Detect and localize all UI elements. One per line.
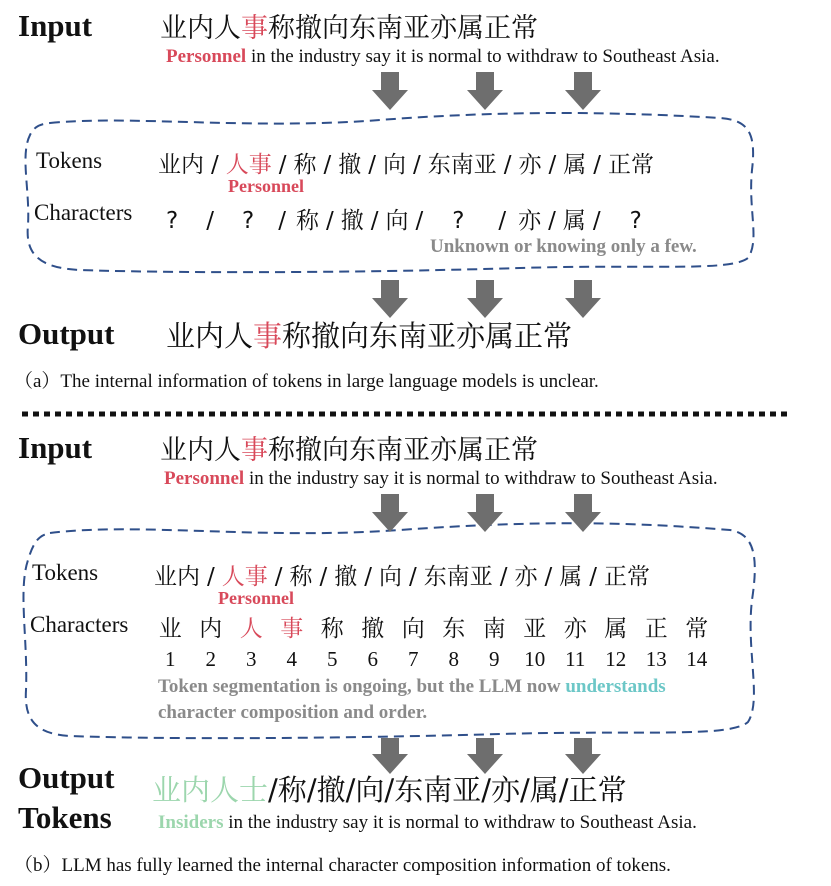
input-chars-pre: 业内人 (160, 13, 241, 44)
panel-b-characters-label: Characters (30, 612, 129, 637)
arrow-down (372, 280, 408, 318)
input-char-focus: 事 (241, 13, 268, 44)
output-gloss-focus: Insiders (158, 812, 224, 833)
output-token: 向 (355, 773, 385, 807)
panel-a-input-gloss (166, 46, 720, 68)
char: 常 (685, 616, 709, 642)
panel-b-token-gloss: Personnel (218, 588, 294, 608)
arrow-down (565, 494, 601, 532)
panel-a-tokens-label: Tokens (36, 148, 103, 173)
output-chars-post: 称撤向东南亚亦属正常 (282, 319, 573, 353)
char-focus: 人 (239, 616, 263, 642)
output-gloss-rest: in the industry say it is normal to withdraw to Southeast Asia. (223, 812, 697, 833)
output-token: 亦 (490, 773, 520, 807)
gloss-focus: Personnel (164, 468, 245, 489)
output-token: 撤 (316, 773, 346, 807)
panel-b-output-tokens: 业内人士/称/撤/向/东南亚/亦/属/正常 (152, 773, 627, 807)
arrow-down (565, 72, 601, 110)
arrow-down (467, 280, 503, 318)
char: 亦 (518, 208, 542, 234)
token: 业内 (154, 564, 200, 590)
panel-a-character-row: ? / ? / 称 / 撤 / 向 / ? / 亦 / 属 / ? (166, 202, 642, 235)
token: 业内 (158, 152, 204, 178)
token-focus: 人事 (221, 564, 268, 590)
char: 称 (295, 208, 319, 234)
char-index: 6 (367, 647, 378, 671)
panel-b-input-sentence (160, 428, 538, 467)
panel-b-token-row: 业内 / 人事 / 称 / 撤 / 向 / 东南亚 / 亦 / 属 / 正常 (154, 558, 650, 591)
token: 亦 (518, 152, 542, 178)
panel-b-input-gloss (164, 468, 718, 490)
token: 向 (379, 564, 402, 590)
gloss-rest: in the industry say it is normal to withdraw to Southeast Asia. (246, 46, 720, 67)
gloss-rest: in the industry say it is normal to withdraw to Southeast Asia. (244, 468, 718, 489)
char-index: 2 (205, 647, 216, 671)
token: 属 (563, 152, 587, 178)
input-chars-post: 称撤向东南亚亦属正常 (268, 13, 538, 44)
token: 亦 (514, 564, 538, 590)
note-grey: Token segmentation is ongoing, but the LLM now (158, 676, 566, 697)
arrow-down (565, 280, 601, 318)
token: 东南亚 (423, 564, 493, 590)
char-index: 7 (408, 647, 419, 671)
char-index: 4 (286, 647, 297, 671)
output-token: 称 (277, 773, 307, 807)
gloss-focus: Personnel (166, 46, 247, 67)
char-index: 3 (246, 647, 257, 671)
char: 向 (385, 208, 409, 234)
char: 属 (562, 208, 586, 234)
char: 正 (644, 616, 668, 642)
token: 东南亚 (427, 152, 497, 178)
input-chars-pre: 业内人 (160, 435, 241, 466)
char-index: 13 (645, 647, 667, 671)
panel-b-note-line-2: character composition and order. (158, 702, 428, 723)
char: 称 (320, 616, 344, 642)
panel-a-output-sentence (166, 314, 572, 355)
panel-a-characters-label: Characters (34, 200, 133, 225)
arrow-down (372, 494, 408, 532)
char-index: 5 (327, 647, 338, 671)
token: 撤 (334, 564, 358, 590)
token-focus: 人事 (225, 152, 272, 178)
output-token-focus: 业内人士 (152, 773, 269, 807)
token: 撤 (338, 152, 362, 178)
char-index: 12 (605, 647, 627, 671)
char-index: 14 (686, 647, 708, 671)
panel-a-arrows-in (372, 72, 601, 110)
char: 撤 (340, 208, 364, 234)
char-unknown: ? (629, 208, 642, 234)
panel-b-index-row (150, 647, 717, 672)
char-unknown: ? (241, 208, 255, 234)
char: 业 (158, 616, 182, 642)
output-token: 属 (529, 773, 559, 807)
token: 称 (289, 564, 313, 590)
char-unknown: ? (166, 208, 179, 234)
char: 内 (199, 616, 223, 642)
char: 亦 (563, 616, 587, 642)
panel-a-input-label: Input (18, 8, 93, 43)
char-index: 1 (165, 647, 176, 671)
token: 向 (383, 152, 406, 178)
panel-b-input-label: Input (18, 430, 93, 465)
char-index: 10 (524, 647, 546, 671)
token: 属 (559, 564, 583, 590)
output-char-focus: 事 (253, 319, 283, 353)
panel-b-output-label: Output (18, 760, 115, 795)
arrow-down (372, 72, 408, 110)
char: 撤 (361, 616, 385, 642)
input-char-focus: 事 (241, 435, 268, 466)
panel-a-arrows-out (372, 280, 601, 318)
panel-a-note: Unknown or knowing only a few. (430, 236, 697, 257)
output-chars-pre: 业内人 (166, 319, 254, 353)
char: 东 (442, 616, 466, 642)
char-index: 11 (565, 647, 586, 671)
char-index: 8 (448, 647, 459, 671)
char: 向 (401, 616, 425, 642)
panel-b-output-tokens-label: Tokens (18, 800, 112, 835)
char-focus: 事 (280, 616, 304, 642)
panel-b-tokens-label: Tokens (32, 560, 99, 585)
arrow-down (467, 72, 503, 110)
char: 属 (604, 616, 628, 642)
char-unknown: ? (452, 208, 465, 234)
note-teal: understands (565, 676, 666, 697)
output-token: 正常 (568, 773, 627, 807)
panel-a-input-sentence (160, 6, 538, 45)
panel-b-caption: （b）LLM has fully learned the internal character composition information of tokens. (14, 855, 671, 876)
token: 正常 (604, 564, 650, 590)
panel-b-character-row (150, 610, 717, 643)
char-index: 9 (489, 647, 500, 671)
panel-b-output-gloss (158, 812, 697, 834)
panel-a-output-label: Output (18, 316, 115, 351)
input-chars-post: 称撤向东南亚亦属正常 (268, 435, 538, 466)
char: 南 (482, 616, 506, 642)
output-token: 东南亚 (394, 773, 482, 807)
panel-b-arrows-in (372, 494, 601, 532)
token: 正常 (608, 152, 654, 178)
panel-a-caption: （a）The internal information of tokens in large language models is unclear. (14, 371, 599, 392)
char: 亚 (523, 616, 547, 642)
token: 称 (293, 152, 317, 178)
panel-a-token-row: 业内 / 人事 / 称 / 撤 / 向 / 东南亚 / 亦 / 属 / 正常 (158, 146, 654, 179)
panel-a-token-gloss: Personnel (228, 176, 304, 196)
panel-b-note-line-1 (158, 676, 666, 698)
